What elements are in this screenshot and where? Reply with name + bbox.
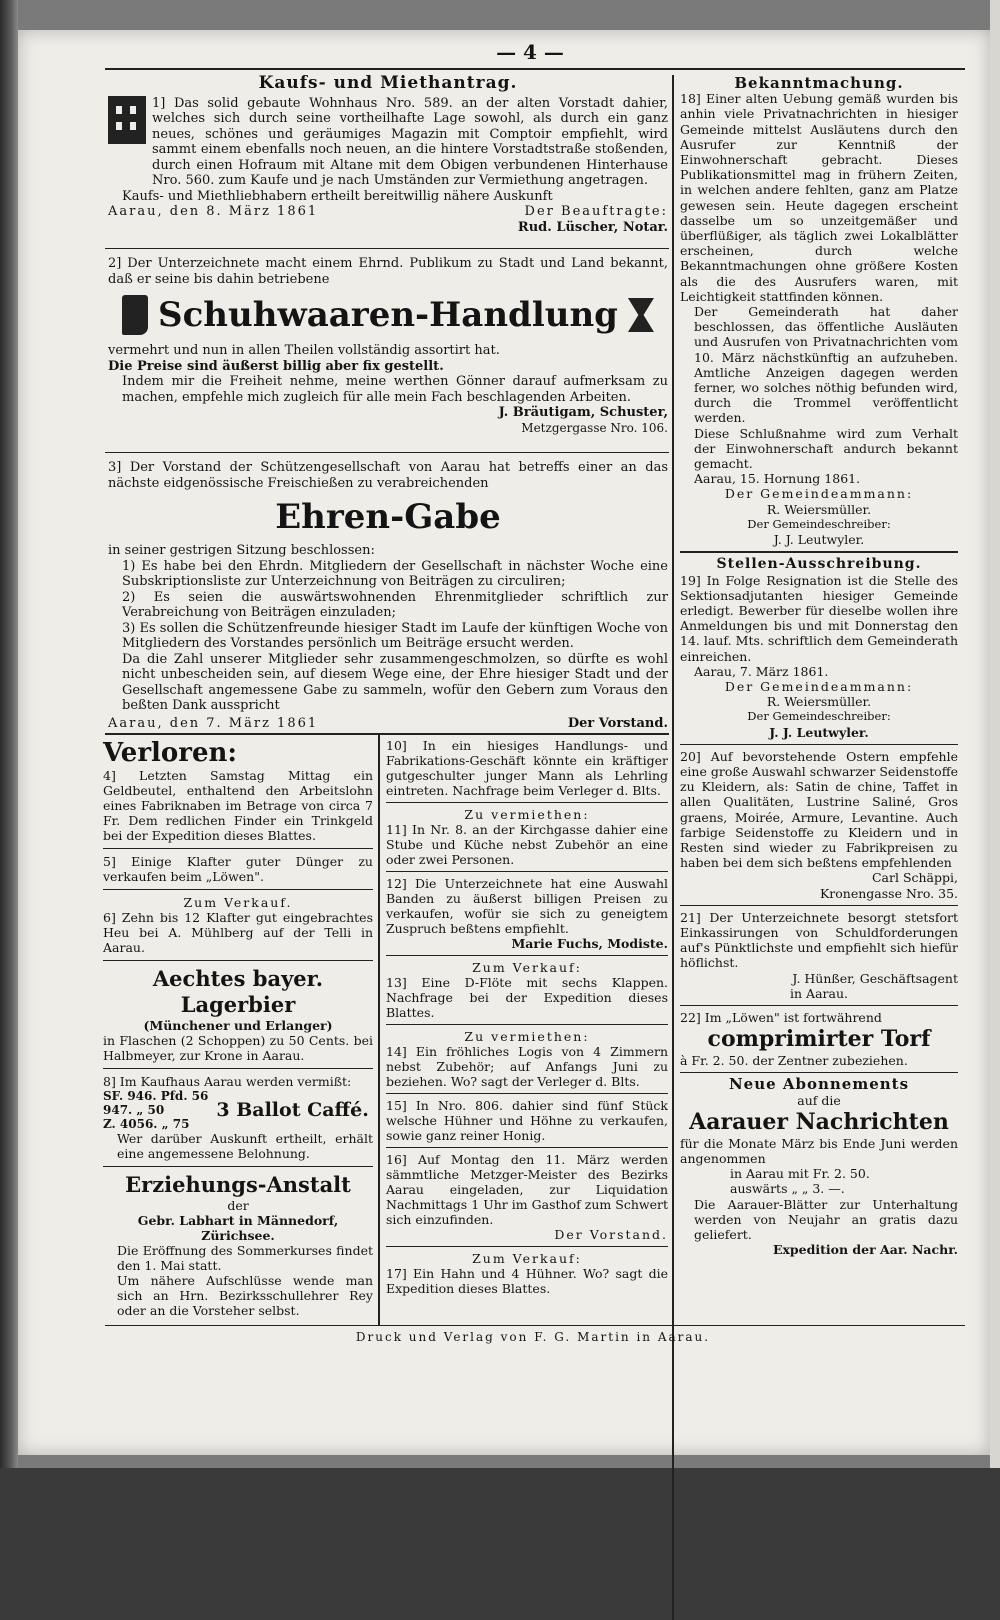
ad22-text-b: à Fr. 2. 50. der Zentner zubeziehen. xyxy=(680,1053,908,1069)
page-number: — 4 — xyxy=(496,40,564,64)
bek-sign-1: R. Weiersmüller. xyxy=(766,501,872,517)
divider-2 xyxy=(105,452,669,453)
house-icon xyxy=(108,96,146,144)
abo-text-1: für die Monate März bis Ende Juni werden angenommen xyxy=(680,1135,958,1166)
ad2-line3: Indem mir die Freiheit nehme, meine werthen Gönner darauf aufmerksam zu machen, empfehle mich zugleich für alle mein Fach beschlagenden Arbeiten. xyxy=(122,374,668,405)
ballot-codes xyxy=(103,1089,208,1131)
ad20-signature: Carl Schäppi, xyxy=(871,870,958,886)
divider-3 xyxy=(105,733,669,735)
stellen-role-1: Der Gemeindeammann: xyxy=(724,678,914,694)
bottom-rule xyxy=(105,1325,965,1326)
ad1-role: Der Beauftragte: xyxy=(524,204,668,219)
ad20-address: Kronengasse Nro. 35. xyxy=(819,885,958,901)
divider-a2 xyxy=(103,889,373,890)
torf-title: comprimirter Torf xyxy=(707,1026,931,1053)
ad17-text: 17] Ein Hahn und 4 Hühner. Wo? sagt die Expedition dieses Blattes. xyxy=(386,1266,668,1296)
page-edge xyxy=(990,0,1000,1468)
ad4-text: 4] Letzten Samstag Mittag ein Geldbeutel, enthaltend den Arbeitslohn eines Fabriknaben im Betrage von circa 7 Fr. Dem redlichen Finder ein Trinkgeld bei der Expedition dieses Blattes. xyxy=(103,768,373,843)
zu-vermiethen-2: Zu vermiethen: xyxy=(464,1029,590,1044)
lagerbier-text: in Flaschen (2 Schoppen) zu 50 Cents. bei Halbmeyer, zur Krone in Aarau. xyxy=(103,1033,373,1063)
ballot-code-1: SF. 946. Pfd. 56 xyxy=(103,1089,209,1103)
stellen-date: Aarau, 7. März 1861. xyxy=(694,663,829,679)
stellen-sign-1: R. Weiersmüller. xyxy=(766,694,872,710)
ad2-intro: 2] Der Unterzeichnete macht einem Ehrnd. Publikum zu Stadt und Land bekannt, daß er seine bis dahin betriebene xyxy=(108,256,668,287)
ad20-text: 20] Auf bevorstehende Ostern empfehle eine große Auswahl schwarzer Seidenstoffe zu Kleidern, als: Satin de chine, Taffet in allen Qualitäten, Lustrine Saliné, Gros graens, Moirée, Armure, Levantine. Auch farbige Seidenstoffe zu Kleidern und in Resten sind wieder zu Fabrikpreisen zu haben bei dem sich beßtens empfehlenden xyxy=(680,748,958,871)
ad3-item1: 1) Es habe bei den Ehrdn. Mitgliedern der Gesellschaft in nächster Woche eine Subskriptionsliste zur Unterzeichnung von Beiträgen zu circuliren; xyxy=(122,558,668,589)
erziehung-2: Um nähere Aufschlüsse wende man sich an Hrn. Bezirksschullehrer Rey oder an die Vorsteher selbst. xyxy=(117,1273,373,1318)
bekanntmachung-date: Aarau, 15. Hornung 1861. xyxy=(694,471,861,487)
ad2-signature: J. Bräutigam, Schuster, xyxy=(498,405,668,420)
stellen-heading: Stellen-Ausschreibung. xyxy=(716,556,922,573)
stellen-text: 19] In Folge Resignation ist die Stelle des Sektionsadjutanten hiesiger Gemeinde erledigt. Bewerber für dieselbe wollen ihre Anmeldungen bis und mit Donnerstag den 14. lauf. Mts. schriftlich dem Gemeinderath einreichen. xyxy=(680,572,958,664)
ad3-body: Da die Zahl unserer Mitglieder sehr zusammengeschmolzen, so dürfte es wohl nicht unbescheiden sein, auf diesem Wege eine, der Ehre hiesiger Stadt und der Gesellschaft angemessene Gabe zu sammeln, wofür den Gebern zum Voraus den beßten Dank ausspricht xyxy=(122,651,668,713)
ad6-text: 6] Zehn bis 12 Klafter gut eingebrachtes Heu bei A. Mühlberg auf der Telli in Aarau. xyxy=(103,910,373,955)
ad2-line1: vermehrt und nun in allen Theilen vollständig assortirt hat. xyxy=(108,343,500,358)
divider-b2 xyxy=(386,871,668,872)
divider-b3 xyxy=(386,955,668,956)
ad2-address: Metzgergasse Nro. 106. xyxy=(521,420,668,435)
zu-vermiethen-1: Zu vermiethen: xyxy=(464,807,590,822)
boot-icon xyxy=(122,295,148,335)
abo-title: Aarauer Nachrichten xyxy=(689,1108,949,1135)
ad14-text: 14] Ein fröhliches Logis von 4 Zimmern nebst Zubehör; auf Anfangs Juni zu beziehen. Wo? sagt der Verleger d. Blts. xyxy=(386,1044,668,1089)
ad11-text: 11] In Nr. 8. an der Kirchgasse dahier eine Stube und Küche nebst Zubehör an eine oder zwei Personen. xyxy=(386,822,668,867)
zum-verkauf-heading-a: Zum Verkauf. xyxy=(183,895,293,910)
ad21-text: 21] Der Unterzeichnete besorgt stetsfort Einkassirungen von Schuldforderungen auf's Pünktlichste und empfiehlt sich hiefür höflichst. xyxy=(680,909,958,971)
ad-schuhwaaren xyxy=(108,256,668,436)
erziehung-der: der xyxy=(227,1198,249,1213)
abo-heading: Neue Abonnements xyxy=(728,1075,910,1094)
ballot-caffe: 3 Ballot Caffé. xyxy=(216,1098,369,1121)
ad-ehrengabe xyxy=(108,460,668,731)
ad12-text: 12] Die Unterzeichnete hat eine Auswahl Banden zu äußerst billigen Preisen zu verkaufen, wofür sie sich zu geneigtem Zuspruch beßtens empfiehlt. xyxy=(386,876,668,936)
lagerbier-title: Aechtes bayer. Lagerbier xyxy=(152,966,324,1017)
column-right xyxy=(680,76,958,1257)
erziehung-title: Erziehungs-Anstalt xyxy=(125,1172,351,1197)
ad3-item2: 2) Es seien die auswärtswohnenden Ehrenmitglieder schriftlich zur Verabreichung von Beiträgen einzuladen; xyxy=(122,589,668,620)
erziehung-1: Die Eröffnung des Sommerkurses findet den 1. Mai statt. xyxy=(117,1243,373,1273)
lagerbier-subtitle: (Münchener und Erlanger) xyxy=(143,1018,333,1033)
bekanntmachung-text-2: Der Gemeinderath hat daher beschlossen, das öffentliche Ausläuten und Ausrufen von Privatnachrichten vom 10. März nächstkünftig an aufzuheben. Amtliche Anzeigen dagegen werden ferner, wo solches nöthig befunden wird, durch die Trommel veröffentlicht werden. xyxy=(694,304,958,426)
zum-verkauf-2: Zum Verkauf: xyxy=(472,1251,582,1266)
ad22-text: 22] Im „Löwen" ist fortwährend xyxy=(680,1009,882,1025)
ad1-signature: Rud. Lüscher, Notar. xyxy=(517,219,668,235)
divider-a5 xyxy=(103,1166,373,1167)
ballot-code-3: Z. 4056. „ 75 xyxy=(103,1117,190,1131)
printer-footer: Druck und Verlag von F. G. Martin in Aarau. xyxy=(355,1330,711,1344)
divider-r5 xyxy=(680,1072,958,1073)
ad8-text: 8] Im Kaufhaus Aarau werden vermißt: xyxy=(103,1074,352,1089)
bekanntmachung-text: 18] Einer alten Uebung gemäß wurden bis anhin viele Privatnachrichten in hiesiger Gemeinde mittelst Ausläutens durch den Ausrufer zur Kenntniß der Einwohnerschaft gebracht. Dieses Publikationsmittel mag in frühern Zeiten, in welchen andere fehlten, ganz am Platze gewesen sein. Heute dagegen erscheint dasselbe um so unzeitgemäßer und überflüßiger, als täglich zwei Lokalblätter erscheinen, durch welche Bekanntmachungen ohne größere Kosten als die des Ausrufers waren, mit Leichtigkeit stattfinden können. xyxy=(680,91,958,304)
bek-sign-2: J. J. Leutwyler. xyxy=(773,532,865,548)
ad16-signature: Der Vorstand. xyxy=(554,1227,668,1242)
ballot-code-2: 947. „ 50 xyxy=(103,1103,165,1117)
divider-1 xyxy=(105,248,669,249)
divider-r3 xyxy=(680,905,958,906)
book-spine xyxy=(0,0,18,1468)
abo-text-2: in Aarau mit Fr. 2. 50. xyxy=(730,1166,870,1182)
bekanntmachung-text-3: Diese Schlußnahme wird zum Verhalt der Einwohnerschaft andurch bekannt gemacht. xyxy=(694,425,958,472)
ad12-signature: Marie Fuchs, Modiste. xyxy=(511,936,668,951)
ad10-text: 10] In ein hiesiges Handlungs- und Fabrikations-Geschäft könnte ein kräftiger gutgeschulter junger Mann als Lehrling eintreten. Nachfrage beim Verleger d. Blts. xyxy=(386,738,668,798)
abo-text-3: auswärts „ „ 3. —. xyxy=(730,1181,845,1197)
divider-a4 xyxy=(103,1068,373,1069)
divider-b1 xyxy=(386,802,668,803)
ad3-big-title: Ehren-Gabe xyxy=(275,497,501,537)
abo-text-4: Die Aarauer-Blätter zur Unterhaltung werden von Neujahr an gratis dazu geliefert. xyxy=(694,1196,958,1243)
column-b xyxy=(386,738,668,1296)
ad21-address: in Aarau. xyxy=(790,985,848,1001)
column-a xyxy=(103,738,373,1318)
column-divider-mid xyxy=(378,735,380,1325)
zum-verkauf-1: Zum Verkauf: xyxy=(472,960,582,975)
ad-kaufs-miethantrag xyxy=(108,73,668,235)
ad1-line2: Kaufs- und Miethliebhabern ertheilt bereitwillig nähere Auskunft xyxy=(122,188,553,204)
ad21-signature: J. Hünßer, Geschäftsagent xyxy=(792,970,958,986)
bek-role-1: Der Gemeindeammann: xyxy=(724,486,914,502)
ad3-signature: Der Vorstand. xyxy=(567,715,668,731)
ad15-text: 15] In Nro. 806. dahier sind fünf Stück welsche Hühner und Höhne zu verkaufen, sowie ganz reiner Honig. xyxy=(386,1098,668,1143)
divider-b6 xyxy=(386,1147,668,1148)
bekanntmachung-heading: Bekanntmachung. xyxy=(734,74,904,92)
ad1-text: 1] Das solid gebaute Wohnhaus Nro. 589. an der alten Vorstadt dahier, welches sich durch seine vortheilhafte Lage sowohl, als durch ein ganz neues, schönes und geräumiges Magazin mit Comptoir empfiehlt, wird sammt einem ebenfalls noch neuen, an die hintere Vorstadtstraße stoßenden, durch einen Hofraum mit Altane mit dem Obigen verbundenen Hinterhause Nro. 560. zum Kaufe und je nach Umständen zur Vermiethung angetragen. xyxy=(152,95,668,188)
verloren-title: Verloren: xyxy=(103,738,237,768)
ad2-line2: Die Preise sind äußerst billig aber fix gestellt. xyxy=(108,358,444,374)
ad8-text-b: Wer darüber Auskunft ertheilt, erhält eine angemessene Belohnung. xyxy=(117,1131,373,1161)
ad3-item3: 3) Es sollen die Schützenfreunde hiesiger Stadt im Laufe der künftigen Woche von Mitgliedern des Vorstandes persönlich um Beiträge ersucht werden. xyxy=(122,620,668,651)
column-divider-right xyxy=(672,75,674,1620)
divider-a1 xyxy=(103,848,373,849)
ad3-intro: 3] Der Vorstand der Schützengesellschaft von Aarau hat betreffs einer an das nächste eidgenössische Freischießen zu verabreichenden xyxy=(108,460,668,491)
ad2-big-title: Schuhwaaren-Handlung xyxy=(158,295,618,335)
shoe-tool-icon xyxy=(628,298,654,332)
ad1-date: Aarau, den 8. März 1861 xyxy=(108,204,319,219)
divider-a3 xyxy=(103,960,373,961)
bek-role-2: Der Gemeindeschreiber: xyxy=(747,516,891,531)
ad1-heading: Kaufs- und Miethantrag. xyxy=(258,73,518,93)
abo-auf: auf die xyxy=(797,1092,841,1108)
stellen-sign-2: J. J. Leutwyler. xyxy=(769,724,869,740)
abo-signature: Expedition der Aar. Nachr. xyxy=(772,1242,958,1258)
ad5-text: 5] Einige Klafter guter Dünger zu verkaufen beim „Löwen". xyxy=(103,854,373,884)
ad13-text: 13] Eine D-Flöte mit sechs Klappen. Nachfrage bei der Expedition dieses Blattes. xyxy=(386,975,668,1020)
divider-r4 xyxy=(680,1005,958,1006)
stellen-role-2: Der Gemeindeschreiber: xyxy=(747,709,891,724)
top-rule xyxy=(105,68,965,70)
divider-b7 xyxy=(386,1246,668,1247)
ad3-line0: in seiner gestrigen Sitzung beschlossen: xyxy=(108,543,375,558)
erziehung-gebr: Gebr. Labhart in Männedorf, Zürichsee. xyxy=(137,1213,339,1243)
divider-r2 xyxy=(680,744,958,745)
divider-b5 xyxy=(386,1093,668,1094)
divider-b4 xyxy=(386,1024,668,1025)
divider-r1 xyxy=(680,551,958,553)
ad16-text: 16] Auf Montag den 11. März werden sämmtliche Metzger-Meister des Bezirks Aarau eingeladen, zur Liquidation Nachmittags 1 Uhr im Gasthof zum Schwert sich einzufinden. xyxy=(386,1152,668,1227)
ad3-date: Aarau, den 7. März 1861 xyxy=(108,715,319,731)
